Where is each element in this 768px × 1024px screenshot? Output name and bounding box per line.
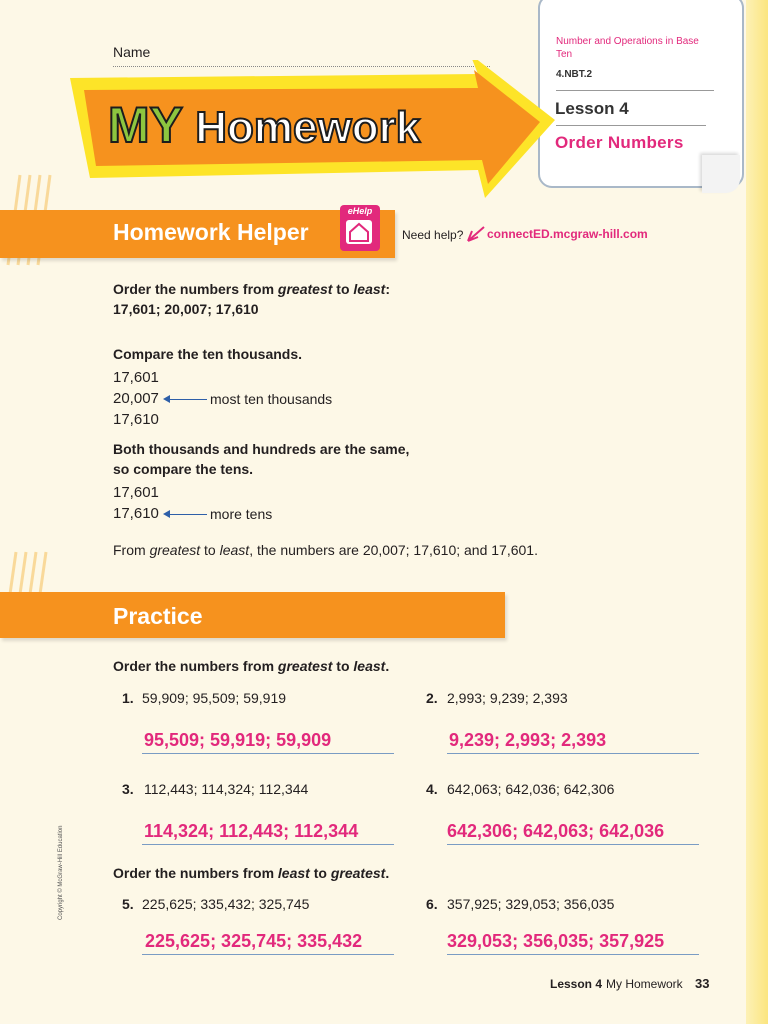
connected-link[interactable]: connectED.mcgraw-hill.com xyxy=(487,227,648,241)
step1-line: 17,610 xyxy=(113,411,159,428)
problem-number: 2. xyxy=(426,690,438,706)
step2-heading-line2: so compare the tens. xyxy=(113,461,254,477)
problem-answer[interactable]: 95,509; 59,919; 59,909 xyxy=(144,730,332,750)
homework-helper-title: Homework Helper xyxy=(113,219,309,245)
problem-number: 6. xyxy=(426,896,438,912)
problem-numbers: 225,625; 335,432; 325,745 xyxy=(142,896,310,912)
problem-answer[interactable]: 329,053; 356,035; 357,925 xyxy=(447,931,665,951)
right-margin-band xyxy=(746,0,768,1024)
step1-note: most ten thousands xyxy=(210,391,333,407)
banner-homework: Homework xyxy=(195,103,421,152)
problem-numbers: 2,993; 9,239; 2,393 xyxy=(447,690,568,706)
problem-number: 4. xyxy=(426,781,438,797)
ehelp-icon xyxy=(346,220,372,244)
step2-line: 17,601 xyxy=(113,484,159,501)
problem-number: 5. xyxy=(122,896,134,912)
helper-instruction: Order the numbers from greatest to least: xyxy=(113,281,390,297)
name-label: Name xyxy=(113,44,151,60)
footer-section: My Homework xyxy=(606,977,683,991)
arrow-line xyxy=(165,514,207,515)
answer-line xyxy=(142,954,394,955)
problem-answer[interactable]: 225,625; 325,745; 335,432 xyxy=(145,931,363,951)
problem-answer[interactable]: 642,306; 642,063; 642,036 xyxy=(447,821,665,841)
cursor-icon xyxy=(466,225,486,243)
banner-my: MY xyxy=(108,97,183,153)
banner-title xyxy=(108,96,420,154)
problem-numbers: 59,909; 95,509; 59,919 xyxy=(142,690,287,706)
step1-heading: Compare the ten thousands. xyxy=(113,346,303,362)
standard-domain: Number and Operations in Base Ten xyxy=(556,36,699,60)
answer-line xyxy=(142,844,394,845)
answer-line xyxy=(447,844,699,845)
standard-code: 4.NBT.2 xyxy=(556,69,593,80)
problem-answer[interactable]: 114,324; 112,443; 112,344 xyxy=(144,821,359,841)
step2-line: 17,610 xyxy=(113,505,159,522)
page-number: 33 xyxy=(695,976,710,991)
practice-title: Practice xyxy=(113,603,203,629)
card-divider xyxy=(556,90,714,91)
problem-answer[interactable]: 9,239; 2,993; 2,393 xyxy=(449,730,607,750)
answer-line xyxy=(447,753,699,754)
copyright-text: Copyright © McGraw-Hill Education xyxy=(58,825,64,920)
step1-line: 20,007 xyxy=(113,390,159,407)
answer-line xyxy=(447,954,699,955)
practice-instruction-1: Order the numbers from greatest to least. xyxy=(113,658,390,674)
helper-numbers: 17,601; 20,007; 17,610 xyxy=(113,301,259,317)
step1-line: 17,601 xyxy=(113,369,159,386)
problem-numbers: 357,925; 329,053; 356,035 xyxy=(447,896,615,912)
need-help-text: Need help? xyxy=(402,228,464,242)
answer-line xyxy=(142,753,394,754)
problem-numbers: 642,063; 642,036; 642,306 xyxy=(447,781,615,797)
problem-numbers: 112,443; 114,324; 112,344 xyxy=(144,781,309,797)
problem-number: 1. xyxy=(122,690,134,706)
problem-number: 3. xyxy=(122,781,134,797)
lesson-title: Order Numbers xyxy=(555,133,684,152)
footer-lesson: Lesson 4 xyxy=(550,977,603,991)
lesson-label: Lesson 4 xyxy=(555,99,629,118)
practice-instruction-2: Order the numbers from least to greatest. xyxy=(113,865,390,881)
ehelp-label: eHelp xyxy=(347,206,373,216)
card-divider xyxy=(556,125,706,126)
helper-conclusion: From greatest to least, the numbers are 20,007; 17,610; and 17,601. xyxy=(113,542,538,558)
step2-heading-line1: Both thousands and hundreds are the same, xyxy=(113,441,410,457)
page-curl xyxy=(702,155,740,193)
arrow-line xyxy=(165,399,207,400)
practice-band xyxy=(0,592,505,638)
step2-note: more tens xyxy=(210,506,273,522)
